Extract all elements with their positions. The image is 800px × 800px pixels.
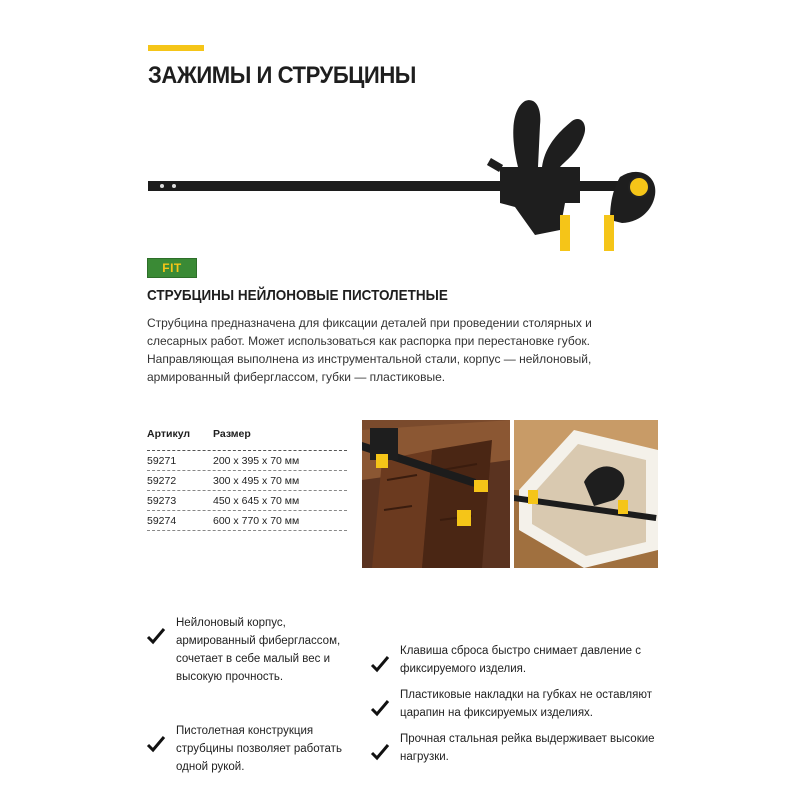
table-cell: 59271 — [147, 454, 177, 467]
checkmark-icon — [146, 734, 166, 754]
checkmark-icon — [370, 654, 390, 674]
sku-table — [147, 428, 347, 531]
table-row — [147, 471, 347, 491]
table-cell: 200 х 395 х 70 мм — [213, 454, 300, 467]
feature-text: Пистолетная конструкция струбцины позволяет работать одной рукой. — [176, 725, 342, 773]
feature-item — [370, 686, 670, 722]
feature-item — [370, 642, 670, 678]
table-cell: 300 х 495 х 70 мм — [213, 474, 300, 487]
feature-item — [146, 722, 356, 776]
table-row — [147, 451, 347, 471]
usage-photo-frame — [514, 420, 658, 568]
feature-text: Прочная стальная рейка выдерживает высокие нагрузки. — [400, 733, 655, 763]
table-row — [147, 511, 347, 531]
accent-bar — [148, 45, 204, 51]
table-cell: 59273 — [147, 494, 177, 507]
page-title: ЗАЖИМЫ И СТРУБЦИНЫ — [148, 62, 416, 89]
table-cell: 59272 — [147, 474, 177, 487]
feature-item — [146, 614, 356, 686]
clamp-illustration — [140, 95, 670, 255]
table-cell: 59274 — [147, 514, 177, 527]
checkmark-icon — [146, 626, 166, 646]
checkmark-icon — [370, 742, 390, 762]
column-header: Размер — [213, 428, 251, 440]
feature-text: Клавиша сброса быстро снимает давление с фиксируемого изделия. — [400, 645, 641, 675]
table-cell: 450 х 645 х 70 мм — [213, 494, 300, 507]
usage-photo-wood — [362, 420, 510, 568]
product-title: СТРУБЦИНЫ НЕЙЛОНОВЫЕ ПИСТОЛЕТНЫЕ — [147, 287, 448, 304]
feature-item — [370, 730, 670, 766]
feature-text: Пластиковые накладки на губках не оставляют царапин на фиксируемых изделиях. — [400, 689, 652, 719]
column-header: Артикул — [147, 428, 191, 440]
table-row — [147, 491, 347, 511]
feature-text: Нейлоновый корпус, армированный фиберглассом, сочетает в себе малый вес и высокую прочность. — [176, 617, 341, 683]
table-cell: 600 х 770 х 70 мм — [213, 514, 300, 527]
table-header — [147, 428, 347, 451]
product-description: Струбцина предназначена для фиксации деталей при проведении столярных и слесарных работ. Может использоваться как распорка при перестановке губок. Направляющая выполнена из инструментальной стали, корпус — нейлоновый, армированный фиберглассом, губки — пластиковые. — [147, 316, 592, 384]
checkmark-icon — [370, 698, 390, 718]
fit-logo: FIT — [147, 258, 197, 278]
